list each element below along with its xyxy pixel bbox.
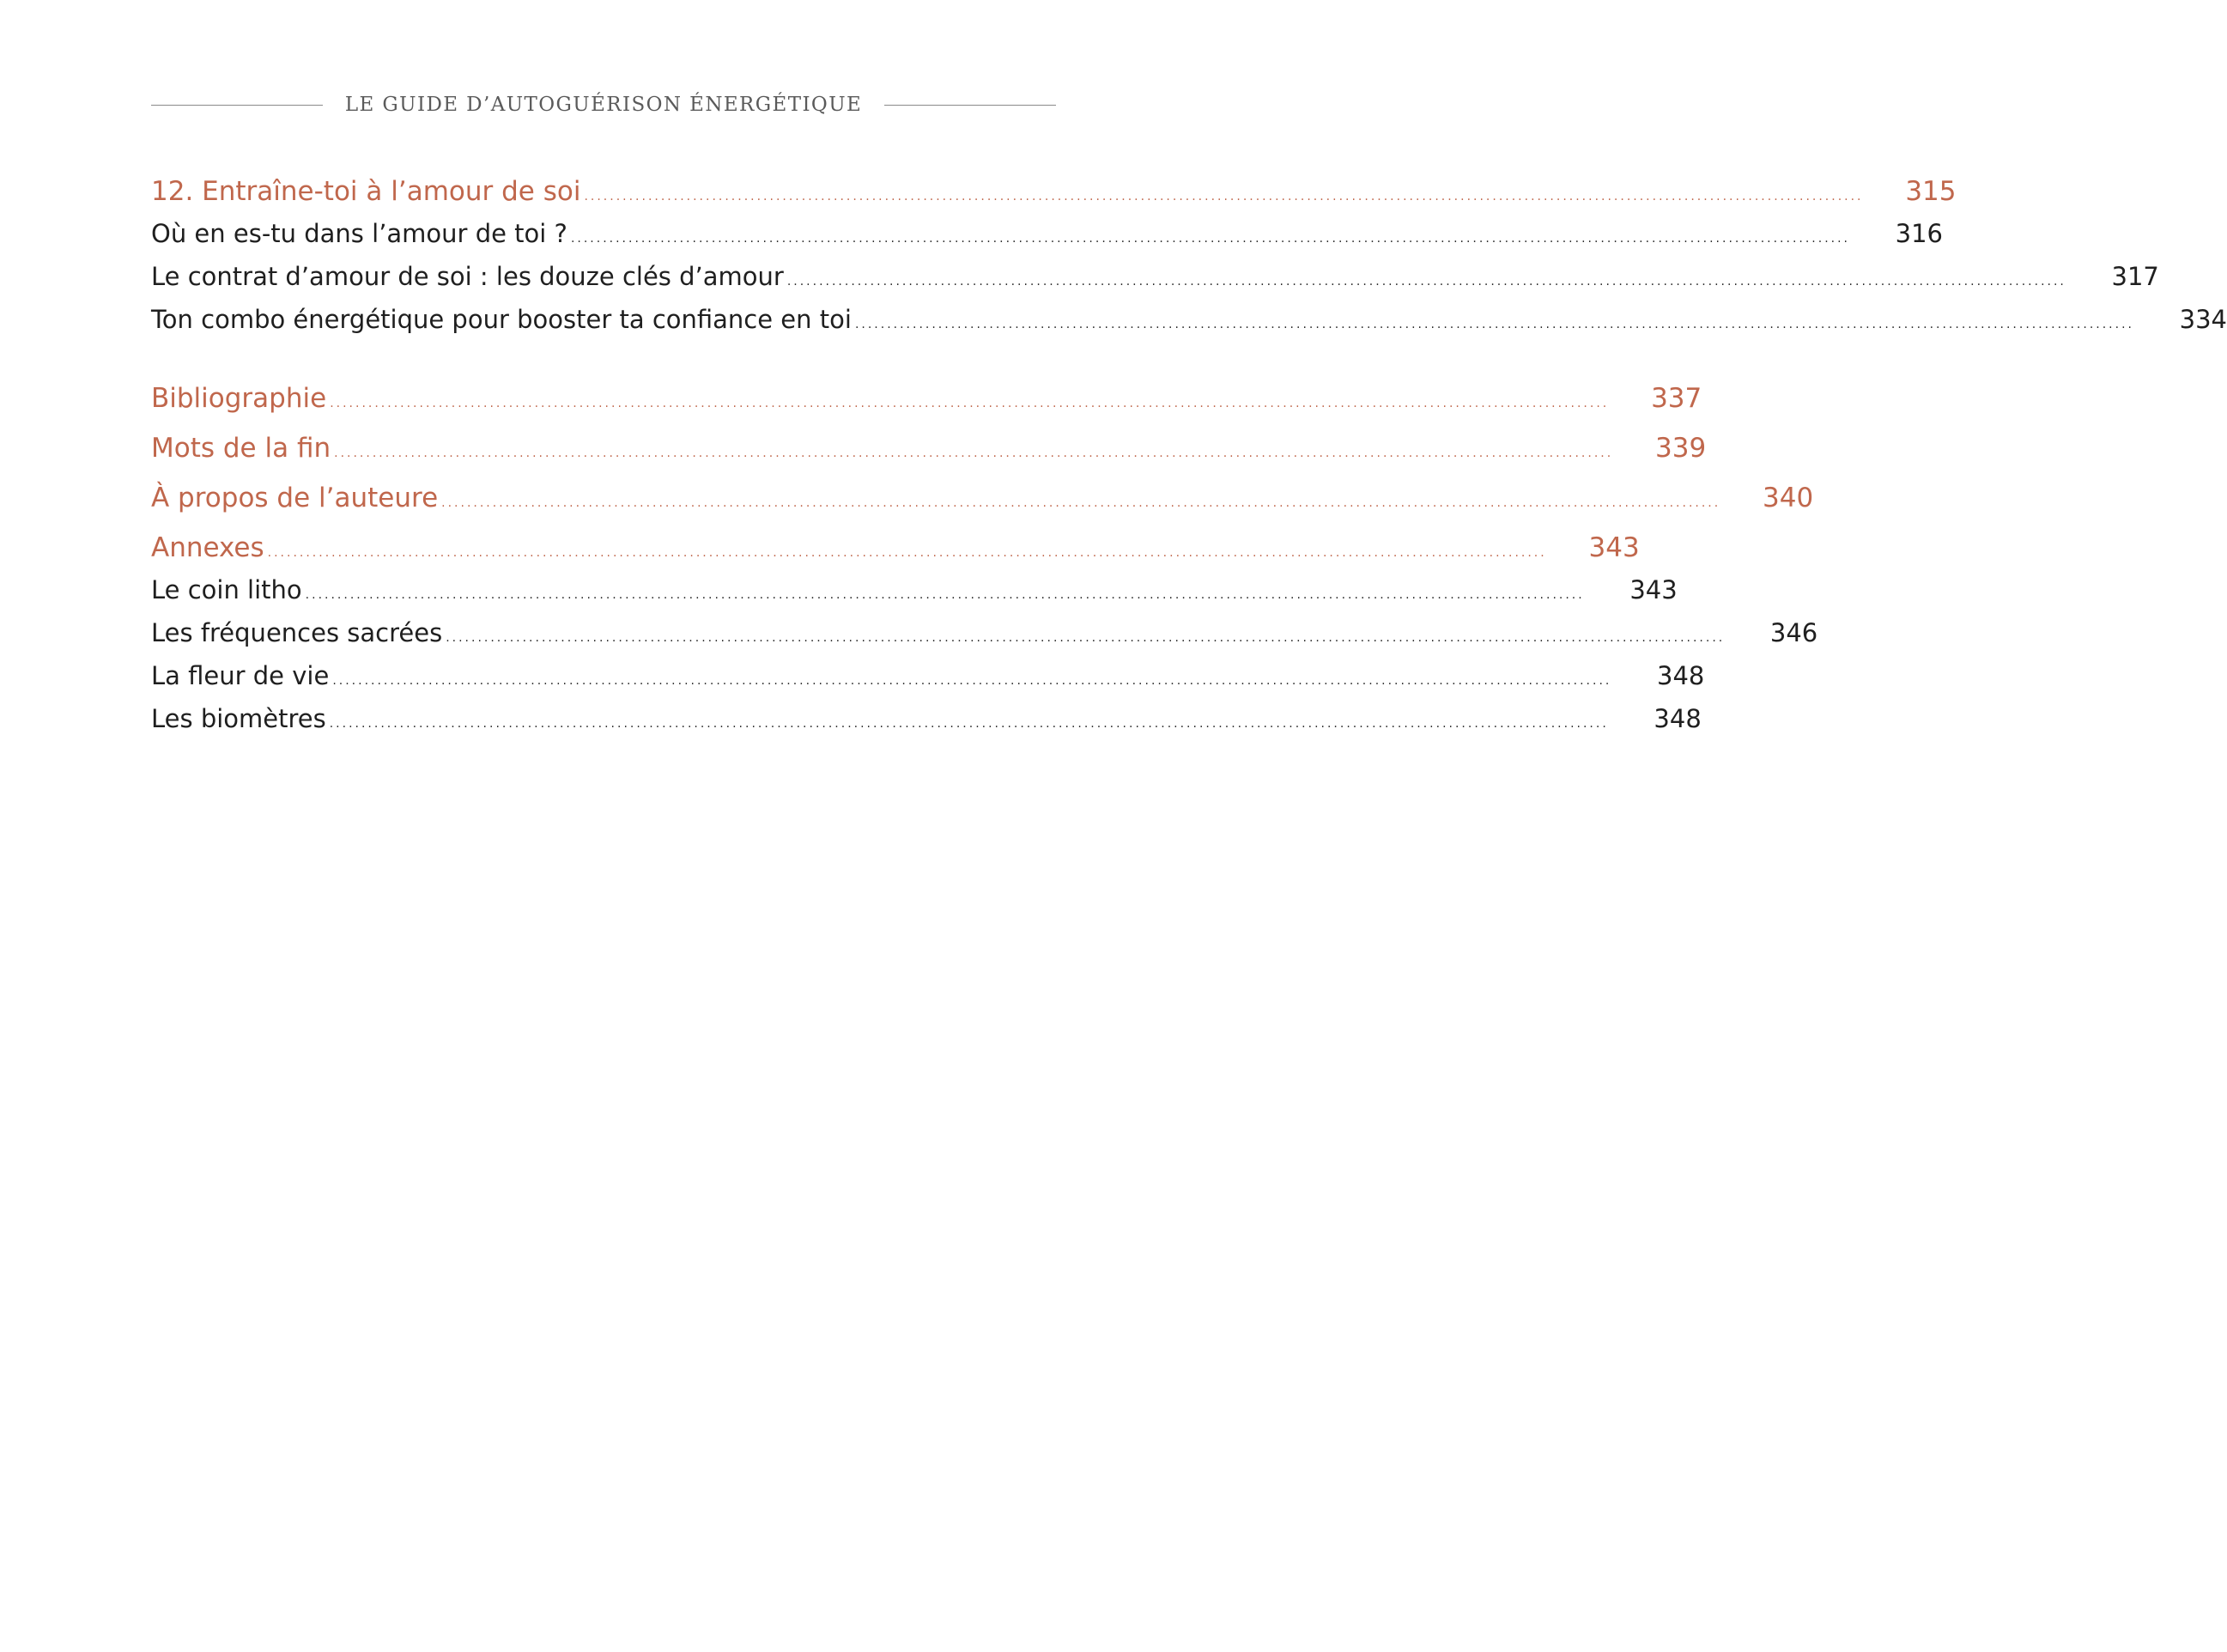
toc-entry-page: 334 xyxy=(2179,305,2227,334)
toc-leader-dots: ........................................................................................................................................................................................................ xyxy=(334,446,1614,460)
toc-leader-dots: ........................................................................................................................................................................................................ xyxy=(441,496,1721,510)
toc-leader-dots: ........................................................................................................................................................................................................ xyxy=(446,631,1726,645)
running-header-title: LE GUIDE D’AUTOGUÉRISON ÉNERGÉTIQUE xyxy=(344,94,863,116)
toc-entry-page: 348 xyxy=(1654,704,1702,733)
toc-leader-dots: ........................................................................................................................................................................................................ xyxy=(584,190,1864,203)
toc-entry-page: 337 xyxy=(1651,383,1702,414)
toc-entry-page: 346 xyxy=(1769,618,1818,647)
toc-entry-label: Ton combo énergétique pour booster ta confiance en toi xyxy=(151,305,852,334)
toc-entry-biometres[interactable] xyxy=(151,704,1702,733)
toc-entry-page: 316 xyxy=(1895,219,1943,248)
toc-entry-coin-litho[interactable] xyxy=(151,575,1678,604)
toc-entry-combo-energetique[interactable] xyxy=(151,305,2227,334)
toc-entry-chapter-12[interactable] xyxy=(151,176,1957,207)
toc-leader-dots: ........................................................................................................................................................................................................ xyxy=(329,717,1609,731)
toc-entry-label: À propos de l’auteure xyxy=(151,483,439,513)
toc-entry-a-propos[interactable] xyxy=(151,483,1814,513)
toc-entry-page: 343 xyxy=(1629,575,1678,604)
toc-entry-frequences-sacrees[interactable] xyxy=(151,618,1818,647)
toc-entry-label: Bibliographie xyxy=(151,383,327,414)
toc-entry-label: Mots de la fin xyxy=(151,433,331,464)
toc-entry-page: 315 xyxy=(1905,176,1957,207)
header-rule-left xyxy=(151,105,323,106)
toc-leader-dots: ........................................................................................................................................................................................................ xyxy=(786,275,2066,288)
toc-entry-page: 343 xyxy=(1588,532,1640,563)
toc-leader-dots: ........................................................................................................................................................................................................ xyxy=(330,397,1610,410)
toc-entry-label: Les biomètres xyxy=(151,704,326,733)
toc-entry-label: Le contrat d’amour de soi : les douze clés d’amour xyxy=(151,262,784,291)
header-rule-right xyxy=(884,105,1056,106)
toc-leader-dots: ........................................................................................................................................................................................................ xyxy=(267,546,1547,560)
running-header xyxy=(151,88,1056,122)
toc-leader-dots: ........................................................................................................................................................................................................ xyxy=(305,588,1585,602)
toc-entry-mots-de-la-fin[interactable] xyxy=(151,433,1707,464)
toc-entry-annexes[interactable] xyxy=(151,532,1640,563)
toc-entry-label: La fleur de vie xyxy=(151,661,330,690)
toc-leader-dots: ........................................................................................................................................................................................................ xyxy=(570,232,1850,246)
toc-entry-label: 12. Entraîne-toi à l’amour de soi xyxy=(151,176,581,207)
toc-entry-page: 348 xyxy=(1657,661,1705,690)
toc-entry-page: 340 xyxy=(1763,483,1814,513)
toc-leader-dots: ........................................................................................................................................................................................................ xyxy=(332,674,1612,688)
toc-entry-fleur-de-vie[interactable] xyxy=(151,661,1705,690)
toc-entry-label: Les fréquences sacrées xyxy=(151,618,443,647)
toc-entry-label: Annexes xyxy=(151,532,264,563)
toc-entry-page: 339 xyxy=(1655,433,1707,464)
toc-entry-contrat-amour[interactable] xyxy=(151,262,2159,291)
toc-entry-ou-en-es-tu[interactable] xyxy=(151,219,1943,248)
toc-entry-bibliographie[interactable] xyxy=(151,383,1702,414)
toc-leader-dots: ........................................................................................................................................................................................................ xyxy=(854,318,2134,331)
toc-entry-label: Le coin litho xyxy=(151,575,302,604)
toc-entry-label: Où en es-tu dans l’amour de toi ? xyxy=(151,219,567,248)
toc-entry-page: 317 xyxy=(2111,262,2159,291)
